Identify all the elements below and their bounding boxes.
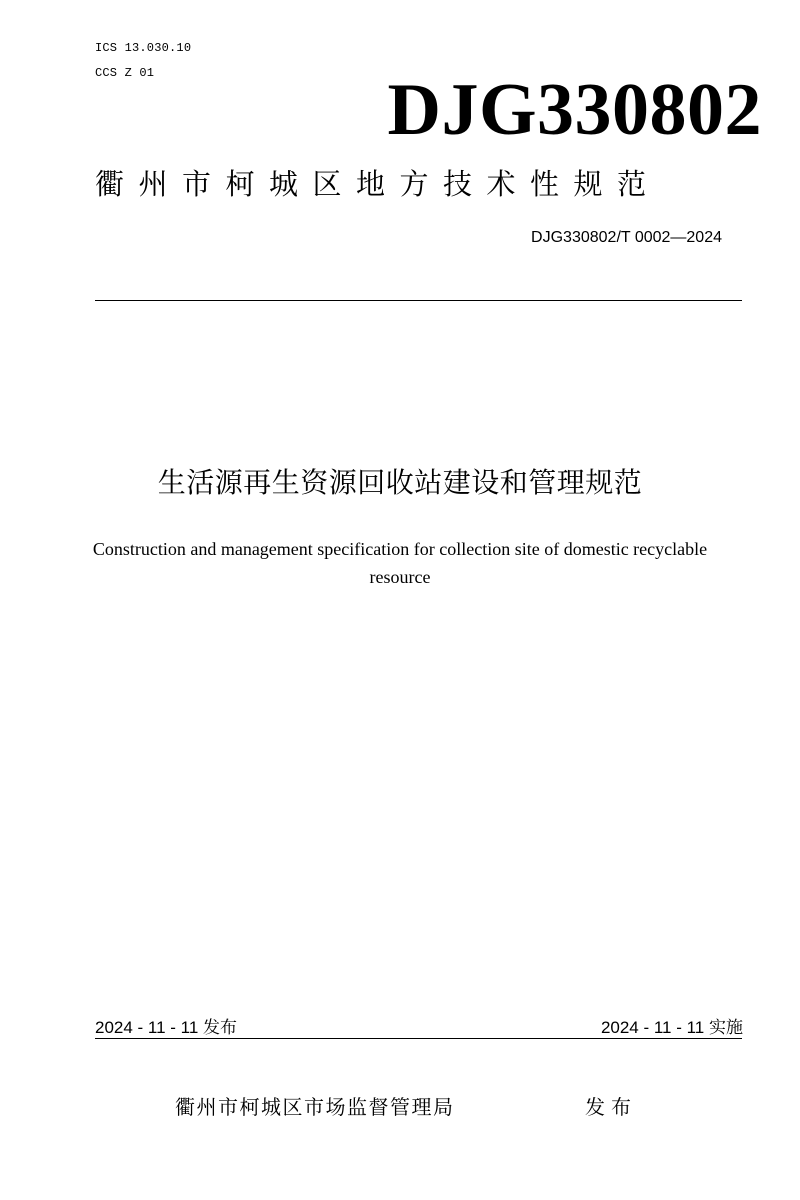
- ccs-code: CCS Z 01: [95, 66, 155, 80]
- title-chinese: 生活源再生资源回收站建设和管理规范: [157, 466, 643, 499]
- issuing-authority: 衢州市柯城区市场监督管理局: [175, 1095, 455, 1119]
- issue-label: 发布: [585, 1095, 637, 1119]
- top-divider: [95, 300, 742, 301]
- title-english-line-2: resource: [369, 567, 431, 587]
- standard-code-large: DJG330802: [387, 69, 762, 151]
- standard-type: 衢州市柯城区地方技术性规范: [95, 167, 661, 201]
- publish-date: 2024 - 11 - 11 发布: [95, 1018, 238, 1037]
- implement-date: 2024 - 11 - 11 实施: [600, 1018, 743, 1037]
- ics-code: ICS 13.030.10: [95, 41, 192, 55]
- bottom-divider: [95, 1038, 742, 1039]
- title-english-line-1: Construction and management specification for collection site of domestic recyclable: [92, 539, 708, 559]
- title-english: [60, 535, 740, 591]
- standard-number: DJG330802/T 0002—2024: [531, 229, 722, 246]
